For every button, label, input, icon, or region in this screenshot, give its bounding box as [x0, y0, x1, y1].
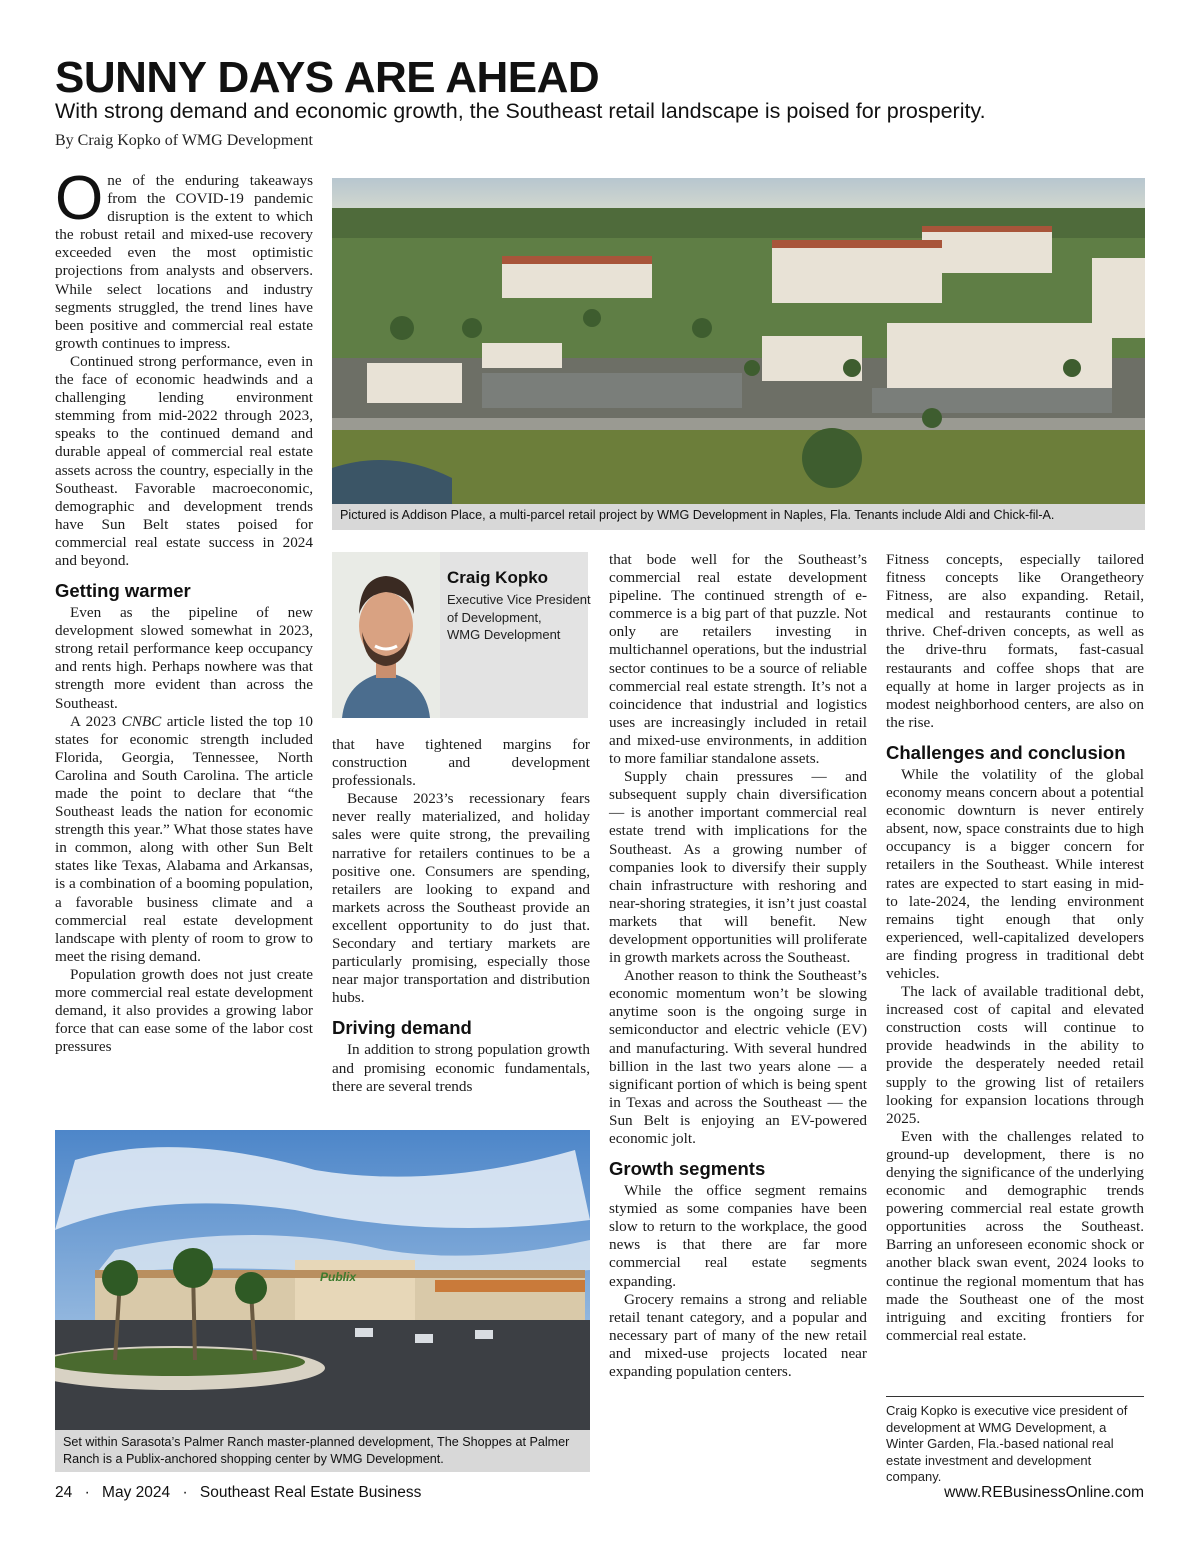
article-headline: SUNNY DAYS ARE AHEAD	[55, 53, 600, 102]
paragraph: While the office segment remains stymied as some companies have been slow to return to the workplace, the good news is that there are far more commercial real estate segments expanding.	[609, 1182, 867, 1290]
bottom-photo-caption: Set within Sarasota’s Palmer Ranch master-planned development, The Shoppes at Palmer Ranch is a Publix-anchored shopping center by WMG Development.	[55, 1430, 590, 1472]
column-1	[55, 164, 313, 1056]
paragraph-intro: One of the enduring takeaways from the COVID-19 pandemic disruption is the extent to which the robust retail and mixed-use recovery exceeded even the most optimistic projections from analysts and observers. While select locations and industry segments struggled, the trend lines have been positive and commercial real estate growth continues to impress.	[55, 164, 313, 352]
paragraph: While the volatility of the global economy means concern about a potential economic downturn is never entirely absent, now, space constraints due to high occupancy is a bigger concern for retailers in the Southeast. While interest rates are expected to start easing in mid- to late-2024, the lending environment remains tight enough that only experienced, well-capitalized developers are finding progress in traditional debt vehicles.	[886, 765, 1144, 982]
paragraph: Population growth does not just create more commercial real estate development demand, it also provides a growing labor force that can ease some of the labor cost pressures	[55, 965, 313, 1056]
paragraph: Supply chain pressures — and subsequent supply chain diversification — is another important commercial real estate trend with implications for the Southeast. As a growing number of companies look to diversify their supply chain infrastructure with reshoring and near-shoring strategies, it isn’t just coastal markets that will benefit. New development opportunities will proliferate in growth markets across the Southeast.	[609, 768, 867, 967]
paragraph: Even with the challenges related to ground-up development, there is no denying the significance of the underlying economic and demographic trends powering commercial real estate growth opportunities across the Southeast. Barring an unforeseen economic shock or another black swan event, 2024 looks to continue the regional momentum that has made the Southeast one of the most intriguing and exciting frontiers for commercial real estate.	[886, 1127, 1144, 1344]
bio-divider	[886, 1396, 1144, 1397]
column-2	[332, 736, 590, 1096]
page-number: 24	[55, 1484, 73, 1501]
section-heading-getting-warmer: Getting warmer	[55, 580, 191, 602]
section-heading-driving-demand: Driving demand	[332, 1017, 472, 1039]
publication-name: Southeast Real Estate Business	[199, 1484, 422, 1501]
section-heading-challenges: Challenges and conclusion	[886, 741, 1126, 763]
paragraph: Grocery remains a strong and reliable retail tenant category, and a popular and necessary part of many of the new retail and mixed-use projects located near expanding population centers.	[609, 1290, 867, 1381]
author-bio: Craig Kopko is executive vice president of development at WMG Development, a Winter Garden, Fla.-based national real estate investment and development company.	[886, 1403, 1128, 1484]
paragraph: A 2023 CNBC article listed the top 10 states for economic strength included Florida, Georgia, Tennessee, North Carolina and South Carolina. The article made the point to declare that “the Southeast leads the nation for economic strength this year.” What those states have in common, along with other Sun Belt states like Texas, Alabama and Arkansas, is a combination of a booming population, a favorable business climate and a commercial real estate development landscape with plenty of room to grow to meet the rising demand.	[55, 712, 313, 965]
author-name: Craig Kopko	[447, 568, 549, 587]
column-4	[886, 551, 1144, 1345]
author-box	[332, 552, 591, 718]
separator: ·	[84, 1484, 90, 1501]
paragraph: Another reason to think the Southeast’s economic momentum won’t be slowing anytime soon is the ongoing surge in semiconductor and electric vehicle (EV) and manufacturing. With several hundred billion in the last two years alone — a significant portion of which is being spent in Texas and across the Southeast — the Sun Belt is enjoying an EV-powered economic jolt.	[609, 967, 867, 1147]
separator: ·	[182, 1484, 188, 1501]
column-3	[609, 551, 867, 1381]
top-photo-caption: Pictured is Addison Place, a multi-parcel retail project by WMG Development in Naples, Fla. Tenants include Aldi and Chick-fil-A.	[332, 504, 1145, 530]
paragraph: Continued strong performance, even in the face of economic headwinds and a challenging lending environment stemming from mid-2022 through 2023, speaks to the continued demand and durable appeal of commercial real estate assets across the country, especially in the Southeast. Favorable macroeconomic, demographic and development trends have Sun Belt states poised for commercial real estate success in 2024 and beyond.	[55, 352, 313, 569]
palmer-ranch-photo	[55, 1130, 590, 1430]
paragraph: Even as the pipeline of new development slowed somewhat in 2023, strong retail performance keep occupancy and rents high. Perhaps nowhere was that strength more evident than across the Southeast.	[55, 604, 313, 712]
paragraph: Because 2023’s recessionary fears never really materialized, and holiday sales were quite strong, the prevailing narrative for retailers continues to be a positive one. Consumers are spending, retailers are looking to expand and markets across the Southeast provide an excellent opportunity to do just that. Secondary and tertiary markets are particularly promising, especially those near major transportation and distribution hubs.	[332, 790, 590, 1007]
author-headshot	[332, 552, 440, 718]
paragraph: In addition to strong population growth and promising economic fundamentals, there are several trends	[332, 1041, 590, 1095]
article-byline: By Craig Kopko of WMG Development	[55, 132, 313, 149]
drop-cap: O	[55, 164, 104, 233]
page-footer-left	[55, 1484, 421, 1502]
paragraph: The lack of available traditional debt, increased cost of capital and elevated construction costs will continue to provide headwinds in the ability to provide the desperately needed retail supply to the growing list of retailers looking for expansion locations through 2025.	[886, 983, 1144, 1127]
issue-date: May 2024	[102, 1484, 171, 1501]
section-heading-growth-segments: Growth segments	[609, 1158, 766, 1180]
paragraph: that bode well for the Southeast’s commercial real estate development pipeline. The continued strength of e-commerce is a big part of that puzzle. Not only are retailers investing in multichannel operations, but the industrial sector continues to be a source of reliable commercial real estate strength. It’s not a coincidence that industrial and logistics uses are increasingly included in retail and mixed-use environments, in addition to more familiar standalone assets.	[609, 551, 867, 768]
paragraph: that have tightened margins for construction and development professionals.	[332, 736, 590, 790]
author-title: Executive Vice President of Development, WMG Development	[447, 592, 591, 642]
addison-place-photo	[332, 178, 1145, 504]
publix-sign: Publix	[320, 1270, 357, 1284]
article-subheadline: With strong demand and economic growth, the Southeast retail landscape is poised for prosperity.	[55, 99, 986, 123]
publication-website[interactable]: www.REBusinessOnline.com	[944, 1484, 1144, 1501]
paragraph: Fitness concepts, especially tailored fitness concepts like Orangetheory Fitness, are also expanding. Retail, medical and restaurants continue to thrive. Chef-driven concepts, as well as the drive-thru formats, fast-casual restaurants and coffee shops that are equally at home in larger projects as in modest neighborhood centers, are also on the rise.	[886, 551, 1144, 731]
